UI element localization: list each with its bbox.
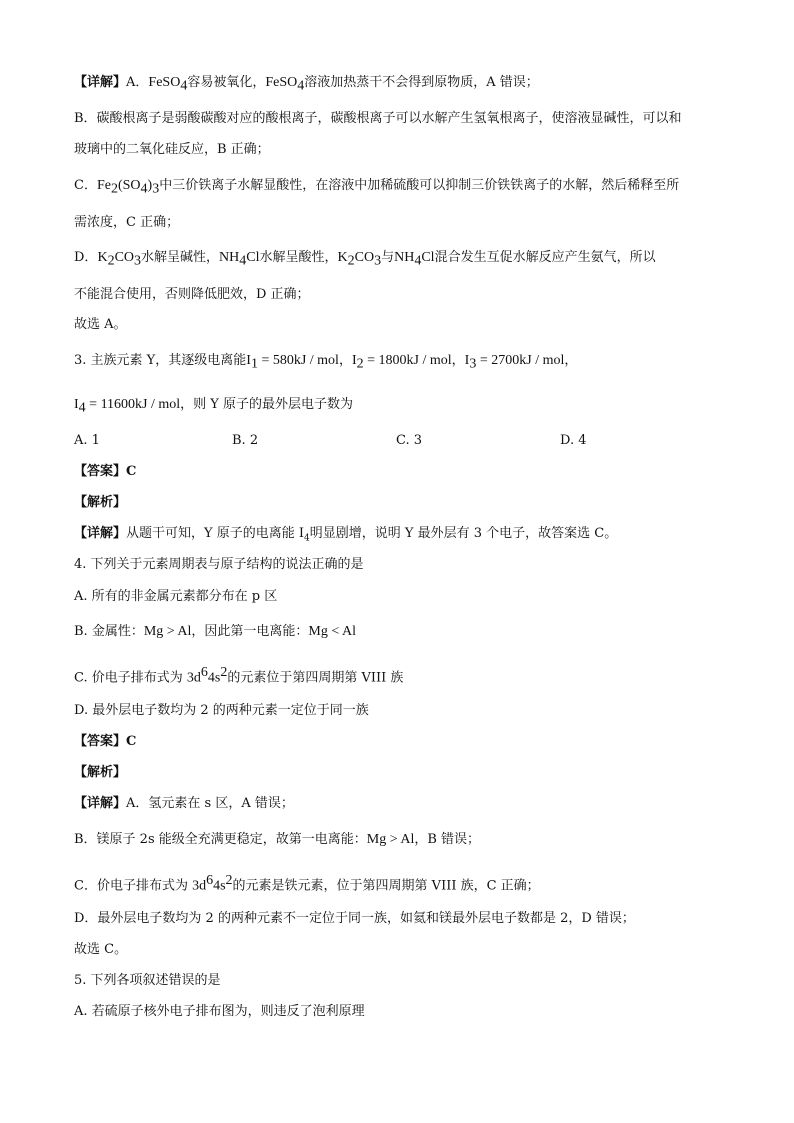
q4-detail-a	[74, 795, 754, 813]
formula: Mg > Al	[143, 624, 192, 639]
p8-line: 故选 A。	[74, 317, 127, 332]
subscript: 2	[356, 356, 364, 372]
subscript: 3	[469, 356, 477, 372]
text: 明显剧增，说明 Y 最外层有 3 个电子，故答案选 C。	[309, 526, 618, 541]
formula: I	[246, 353, 251, 368]
superscript: 2	[225, 873, 233, 888]
text: ，	[338, 353, 352, 368]
q3-option-c: C. 3	[396, 433, 423, 448]
q5-option-a: A. 若硫原子核外电子排布图为，则违反了泡利原理	[74, 1004, 365, 1019]
text: 水解呈碱性，	[141, 250, 220, 265]
formula: I	[74, 397, 79, 412]
text: A．氢元素在 s 区，A 错误；	[126, 796, 294, 811]
text: 水解呈酸性，	[259, 250, 338, 265]
text: C．	[74, 178, 97, 193]
detail-label: 【详解】	[74, 796, 127, 811]
q4-answer: 【答案】C	[74, 734, 137, 749]
formula: Cl	[421, 250, 435, 265]
subscript: 2	[347, 253, 355, 269]
p3-line: 玻璃中的二氧化硅反应，B 正确；	[74, 142, 270, 157]
p2-line: B．碳酸根离子是弱酸碳酸对应的酸根离子，碳酸根离子可以水解产生氢氧根离子，使溶液显碱性，可以和	[74, 111, 682, 126]
text: C．价电子排布式为	[74, 878, 193, 894]
formula: = 580kJ / mol	[257, 353, 339, 368]
text: 的元素是铁元素，位于第四周期第 VIII 族，C 正确；	[232, 878, 540, 894]
formula: (SO	[117, 178, 141, 193]
formula: CO	[114, 250, 135, 265]
text: ，	[564, 353, 578, 368]
superscript: 6	[200, 665, 208, 680]
formula: Cl	[246, 250, 260, 265]
q4-stem: 4. 下列关于元素周期表与原子结构的说法正确的是	[74, 557, 364, 572]
q4-detail-d: D．最外层电子数均为 2 的两种元素不一定位于同一族，如氦和镁最外层电子数都是 2，D 错误；	[74, 911, 635, 926]
subscript: 1	[250, 356, 258, 372]
p5-line: 需浓度，C 正确；	[74, 215, 180, 230]
formula: = 11600kJ / mol	[85, 397, 181, 412]
formula: K	[97, 250, 108, 265]
subscript: 3	[152, 181, 160, 197]
detail-label: 【详解】	[74, 526, 127, 541]
formula: = 1800kJ / mol	[363, 353, 452, 368]
formula: NH	[394, 250, 415, 265]
formula: Mg < Al	[308, 624, 356, 639]
superscript: 2	[220, 665, 228, 680]
text: C. 价电子排布式为	[74, 670, 187, 686]
q3-analysis-label: 【解析】	[74, 495, 127, 510]
p7-line: 不能混合使用，否则降低肥效，D 正确；	[74, 287, 310, 302]
formula: 3d	[186, 670, 201, 686]
subscript: 2	[107, 253, 115, 269]
text: 中三价铁离子水解显酸性，在溶液中加稀硫酸可以抑制三价铁铁离子的水解，然后稀释至所	[159, 178, 680, 193]
detail-label: 【详解】	[74, 75, 127, 90]
formula: 3d	[192, 878, 207, 894]
q3-stem-line1	[74, 352, 754, 374]
text: 与	[381, 250, 395, 265]
subscript: 4	[180, 78, 188, 94]
subscript: 4	[297, 78, 305, 94]
q5-stem: 5. 下列各项叙述错误的是	[74, 973, 221, 988]
subscript: 2	[110, 181, 118, 197]
p4-line	[74, 177, 754, 199]
formula: K	[337, 250, 348, 265]
text: 的元素位于第四周期第 VIII 族	[227, 670, 404, 686]
text: 混合发生互促水解反应产生氨气，所以	[434, 250, 656, 265]
subscript: 4	[239, 253, 247, 269]
superscript: 6	[206, 873, 214, 888]
q4-option-b	[74, 623, 754, 641]
subscript: 4	[304, 533, 310, 544]
formula: FeSO	[265, 75, 298, 90]
formula: 4s	[213, 878, 226, 894]
q3-option-b: B. 2	[232, 433, 259, 448]
text: ，则 Y 原子的最外层电子数为	[180, 397, 354, 412]
text: 溶液加热蒸干不会得到原物质，A 错误；	[304, 75, 539, 90]
q4-conclusion: 故选 C。	[74, 942, 128, 957]
formula: Mg > Al	[366, 832, 415, 847]
text: 容易被氧化，	[187, 75, 266, 90]
formula: = 2700kJ / mol	[476, 353, 565, 368]
formula: Fe	[96, 178, 111, 193]
subscript: 4	[414, 253, 422, 269]
subscript: 3	[134, 253, 142, 269]
subscript: 4	[78, 400, 86, 416]
text: ，	[451, 353, 465, 368]
text: A．	[126, 75, 149, 90]
q4-analysis-label: 【解析】	[74, 765, 127, 780]
q4-option-d: D. 最外层电子数均为 2 的两种元素一定位于同一族	[74, 703, 369, 718]
text: B．镁原子 2s 能级全充满更稳定，故第一电离能：	[74, 832, 367, 847]
text: ，B 错误；	[414, 832, 481, 847]
subscript: 3	[374, 253, 382, 269]
text: B. 金属性：	[74, 624, 144, 639]
subscript: 4	[140, 181, 148, 197]
text: ，因此第一电离能：	[191, 624, 309, 639]
q4-option-a: A. 所有的非金属元素都分布在 p 区	[74, 589, 278, 604]
q4-option-c	[74, 664, 754, 687]
formula: NH	[219, 250, 240, 265]
text: 3. 主族元素 Y，其逐级电离能	[74, 353, 247, 368]
formula: I	[464, 353, 470, 368]
q3-detail	[74, 525, 754, 548]
p6-line	[74, 249, 754, 271]
q3-stem-line2	[74, 396, 754, 418]
formula: CO	[354, 250, 375, 265]
q3-option-d: D. 4	[560, 433, 587, 448]
text: D．	[74, 250, 98, 265]
q4-detail-c	[74, 872, 754, 895]
text: 从题干可知，Y 原子的电离能 I	[126, 526, 304, 541]
formula: )	[147, 178, 153, 193]
q3-option-a: A. 1	[74, 433, 100, 448]
formula: 4s	[207, 670, 221, 686]
q3-answer: 【答案】C	[74, 464, 137, 479]
formula: I	[351, 353, 357, 368]
formula: FeSO	[148, 75, 181, 90]
p1-line	[74, 74, 754, 96]
q4-detail-b	[74, 831, 754, 849]
